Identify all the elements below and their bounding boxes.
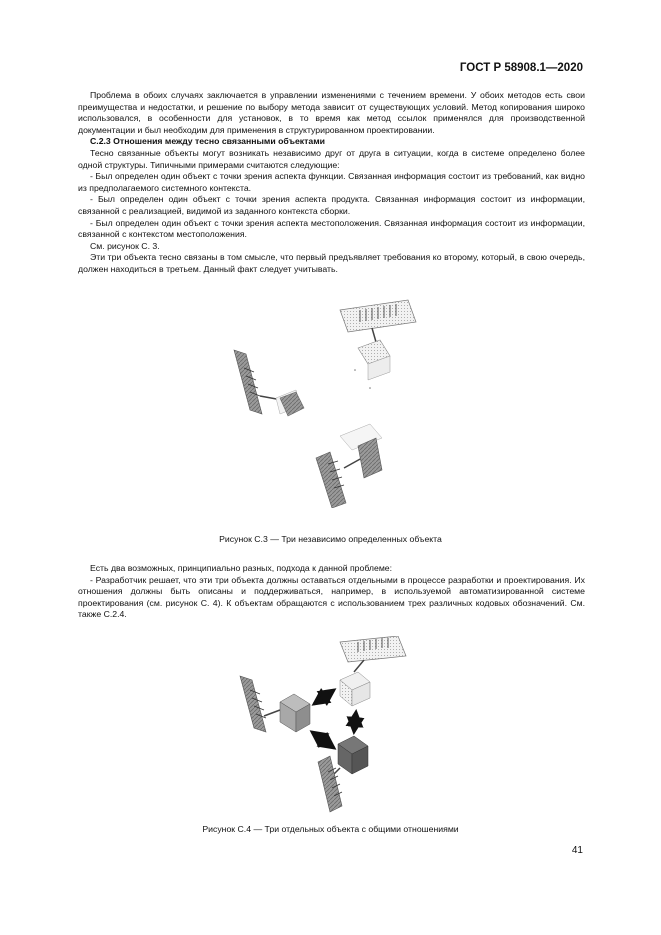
product-object <box>318 736 368 812</box>
figure-c4-caption: Рисунок С.4 — Три отдельных объекта с общими отношениями <box>202 824 459 834</box>
page-number: 41 <box>571 845 583 856</box>
paragraph: См. рисунок С. 3. <box>90 240 160 251</box>
paragraph: Есть два возможных, принципиально разных, подхода к данной проблеме: <box>90 563 393 573</box>
paragraph: Тесно связанные объекты могут возникать независимо друг от друга в ситуации, когда в системе определено более одной структуры. Типичными примерами считаются следующие: <box>78 147 585 170</box>
figure-c3-caption: Рисунок С.3 — Три независимо определенных объекта <box>219 534 442 544</box>
list-item: - Был определен один объект с точки зрения аспекта функции. Связанная информация состоит из требований, как видно из предполагаемого системного контекста. <box>78 171 585 193</box>
document-header: ГОСТ Р 58908.1—2020 <box>459 62 583 74</box>
text-block-2 <box>78 563 585 621</box>
text-block-1 <box>78 90 585 276</box>
list-item: - Был определен один объект с точки зрения аспекта продукта. Связанная информация состоит из информации, связанной с реализацией, видимой из заданного контекста сборки. <box>78 194 585 216</box>
relationship-arrow <box>354 712 356 732</box>
relationship-arrow <box>312 732 334 748</box>
function-object <box>234 350 304 416</box>
product-object <box>316 424 382 508</box>
figure-c3-illustration <box>220 298 460 508</box>
function-object <box>240 676 310 732</box>
relationship-arrow <box>314 690 334 704</box>
list-item: - Разработчик решает, что эти три объекта должны оставаться отдельными в процессе разработки и проектирования. Их отношения должны быть описаны и поддерживаться, например, в используемой автоматизированной системе проектирования (см. рисунок С. 4). К объектам обращаются с использованием трех различных кодовых обозначений. См. также С.2.4. <box>78 574 585 620</box>
figure-c4-illustration <box>230 636 430 816</box>
paragraph: Эти три объекта тесно связаны в том смысле, что первый предъявляет требования ко второму, который, в свою очередь, должен находиться в третьем. Данный факт следует учитывать. <box>78 252 585 274</box>
location-object <box>340 636 406 706</box>
location-object <box>340 300 416 389</box>
list-item: - Был определен один объект с точки зрения аспекта местоположения. Связанная информация состоит из информации, связанной с контекстом местоположения. <box>78 217 585 240</box>
section-heading: С.2.3 Отношения между тесно связанными объектами <box>90 136 326 147</box>
paragraph: Проблема в обоих случаях заключается в управлении изменениями с течением времени. У обоих методов есть свои преимущества и недостатки, и решение по выбору метода зависит от существующих условий. Метод копирования широко использовался, в особенности для установок, в то время как метод ссылок применялся для производственной документации и был необходим для применения в структурированном проектировании. <box>78 90 585 135</box>
